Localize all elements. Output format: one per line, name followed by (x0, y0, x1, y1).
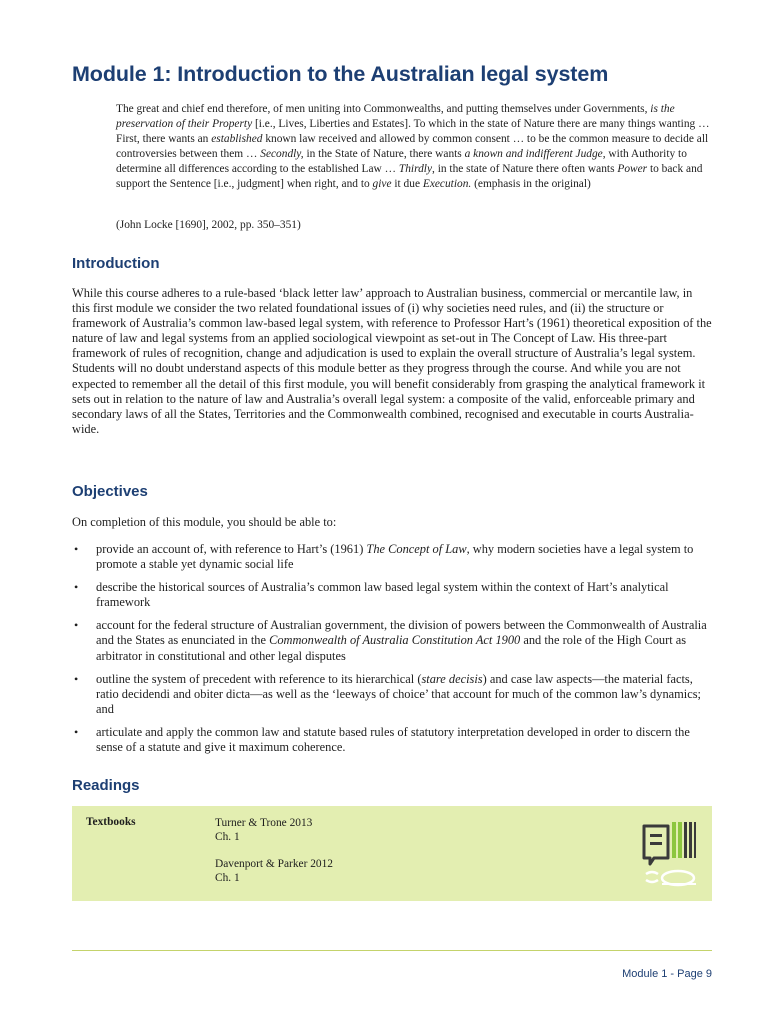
italic-text: a known and indifferent Judge (464, 148, 603, 161)
italic-text: Execution. (422, 178, 472, 191)
text-run: , with Authority to determine all differences according to the established Law … (116, 148, 687, 176)
locke-quote (116, 102, 712, 193)
italic-text: Secondly, (260, 148, 304, 161)
italic-text: The Concept of Law (366, 542, 467, 556)
text-run: [i.e., Lives, Liberties and Estates]. To which in the state of Nature there are many things wanting … First, there wants an (116, 118, 710, 146)
quote-text (116, 102, 712, 193)
objectives-list (72, 542, 712, 763)
text-run: account for the federal structure of Australian government, the division of powers between the Commonwealth of Australia and the States as enunciated in the (96, 618, 707, 648)
italic-text: Thirdly (398, 163, 432, 176)
reading-chapter: Ch. 1 (215, 872, 240, 884)
bullet-icon: • (74, 542, 79, 556)
text-run: ) and case law aspects—the material facts, ratio decidendi and obiter dicta—as well as the ‘leeways of choice’ that account for much of the common law’s dynamics; and (96, 671, 701, 716)
objective-text (96, 618, 707, 662)
text-run: provide an account of, with reference to Hart’s (1961) (96, 542, 367, 556)
bullet-icon: • (74, 724, 79, 739)
readings-heading: Readings (72, 777, 140, 794)
italic-text: give (372, 178, 392, 191)
text-run: and the role of the High Court as arbitrator in constitutional and other legal disputes (96, 633, 687, 663)
objective-text (96, 672, 701, 716)
introduction-body (72, 286, 712, 437)
italic-text: stare decisis (421, 671, 483, 686)
italic-text: is the preservation of their Property (116, 103, 675, 131)
reading-entry (215, 857, 333, 885)
readings-entries (215, 816, 333, 898)
text-run: The great and chief end therefore, of men uniting into Commonwealths, and putting themselves under Governments, (116, 103, 651, 115)
bullet-icon: • (74, 580, 79, 595)
objective-item (72, 672, 712, 717)
text-run: to back and support the Sentence [i.e., judgment] when right, and to (116, 163, 703, 191)
text-run: , why modern societies have a legal system to promote a stable yet dynamic social life (96, 542, 694, 572)
objective-item (72, 725, 712, 755)
text-run: outline the system of precedent with reference to its hierarchical ( (96, 671, 422, 686)
introduction-heading: Introduction (72, 255, 160, 272)
text-run: (emphasis in the original) (471, 178, 591, 191)
footer-divider (72, 950, 712, 951)
reading-chapter: Ch. 1 (215, 831, 240, 843)
introduction-text: While this course adheres to a rule-based ‘black letter law’ approach to Australian business, commercial or mercantile law, in this first module we consider the two related foundational issues of (i) why societies need rules, and (ii) the structure or framework of Australia’s common law-based legal system, with reference to Professor Hart’s (1961) theoretical exposition of the nature of law and legal systems from an applied sociological viewpoint as set-out in The Concept of Law. His three-part framework of rules of recognition, change and adjudication is used to explain the overall structure of Australia’s legal system. Students will no doubt understand aspects of this module better as they progress through the course. And while you are not expected to remember all the detail of this first module, you will benefit considerably from grasping the analytical framework it sets out in relation to the nature of law and Australia’s overall legal system: a composite of the valid, enforceable primary and secondary laws of all the States, Territories and the Commonwealth combined, recognised and executable in courts Australia-wide. (72, 286, 712, 436)
reading-title: Davenport & Parker 2012 (215, 858, 333, 870)
italic-text: Commonwealth of Australia Constitution Act 1900 (269, 633, 521, 648)
objective-item (72, 618, 712, 663)
reading-title: Turner & Trone 2013 (215, 817, 313, 829)
reading-entry (215, 816, 333, 844)
objective-text (96, 580, 669, 609)
objective-text (96, 542, 693, 571)
objectives-intro: On completion of this module, you should be able to: (72, 515, 337, 529)
text-run: articulate and apply the common law and statute based rules of statutory interpretation developed in order to discern the sense of a statute and give it maximum coherence. (96, 724, 690, 755)
objective-text (96, 725, 690, 754)
text-run: known law received and allowed by common consent … to be the common measure to decide all controversies between them … (116, 133, 709, 161)
italic-text: Power (617, 163, 648, 176)
book-reading-icon (638, 818, 704, 894)
text-run: in the State of Nature, there wants (303, 148, 465, 161)
text-run: describe the historical sources of Australia’s common law based legal system within the context of Hart’s analytical framework (96, 580, 669, 610)
footer-page-number: Module 1 - Page 9 (622, 968, 712, 980)
bullet-icon: • (74, 618, 79, 633)
bullet-icon: • (74, 671, 79, 686)
readings-box (72, 806, 712, 901)
italic-text: established (211, 133, 263, 146)
page-title: Module 1: Introduction to the Australian legal system (72, 62, 609, 86)
quote-citation: (John Locke [1690], 2002, pp. 350–351) (116, 219, 301, 231)
textbooks-label: Textbooks (86, 816, 136, 828)
objectives-heading: Objectives (72, 483, 148, 500)
objective-item (72, 580, 712, 610)
objective-item (72, 542, 712, 572)
text-run: , in the state of Nature there often wants (432, 163, 618, 176)
text-run: it due (391, 178, 423, 191)
